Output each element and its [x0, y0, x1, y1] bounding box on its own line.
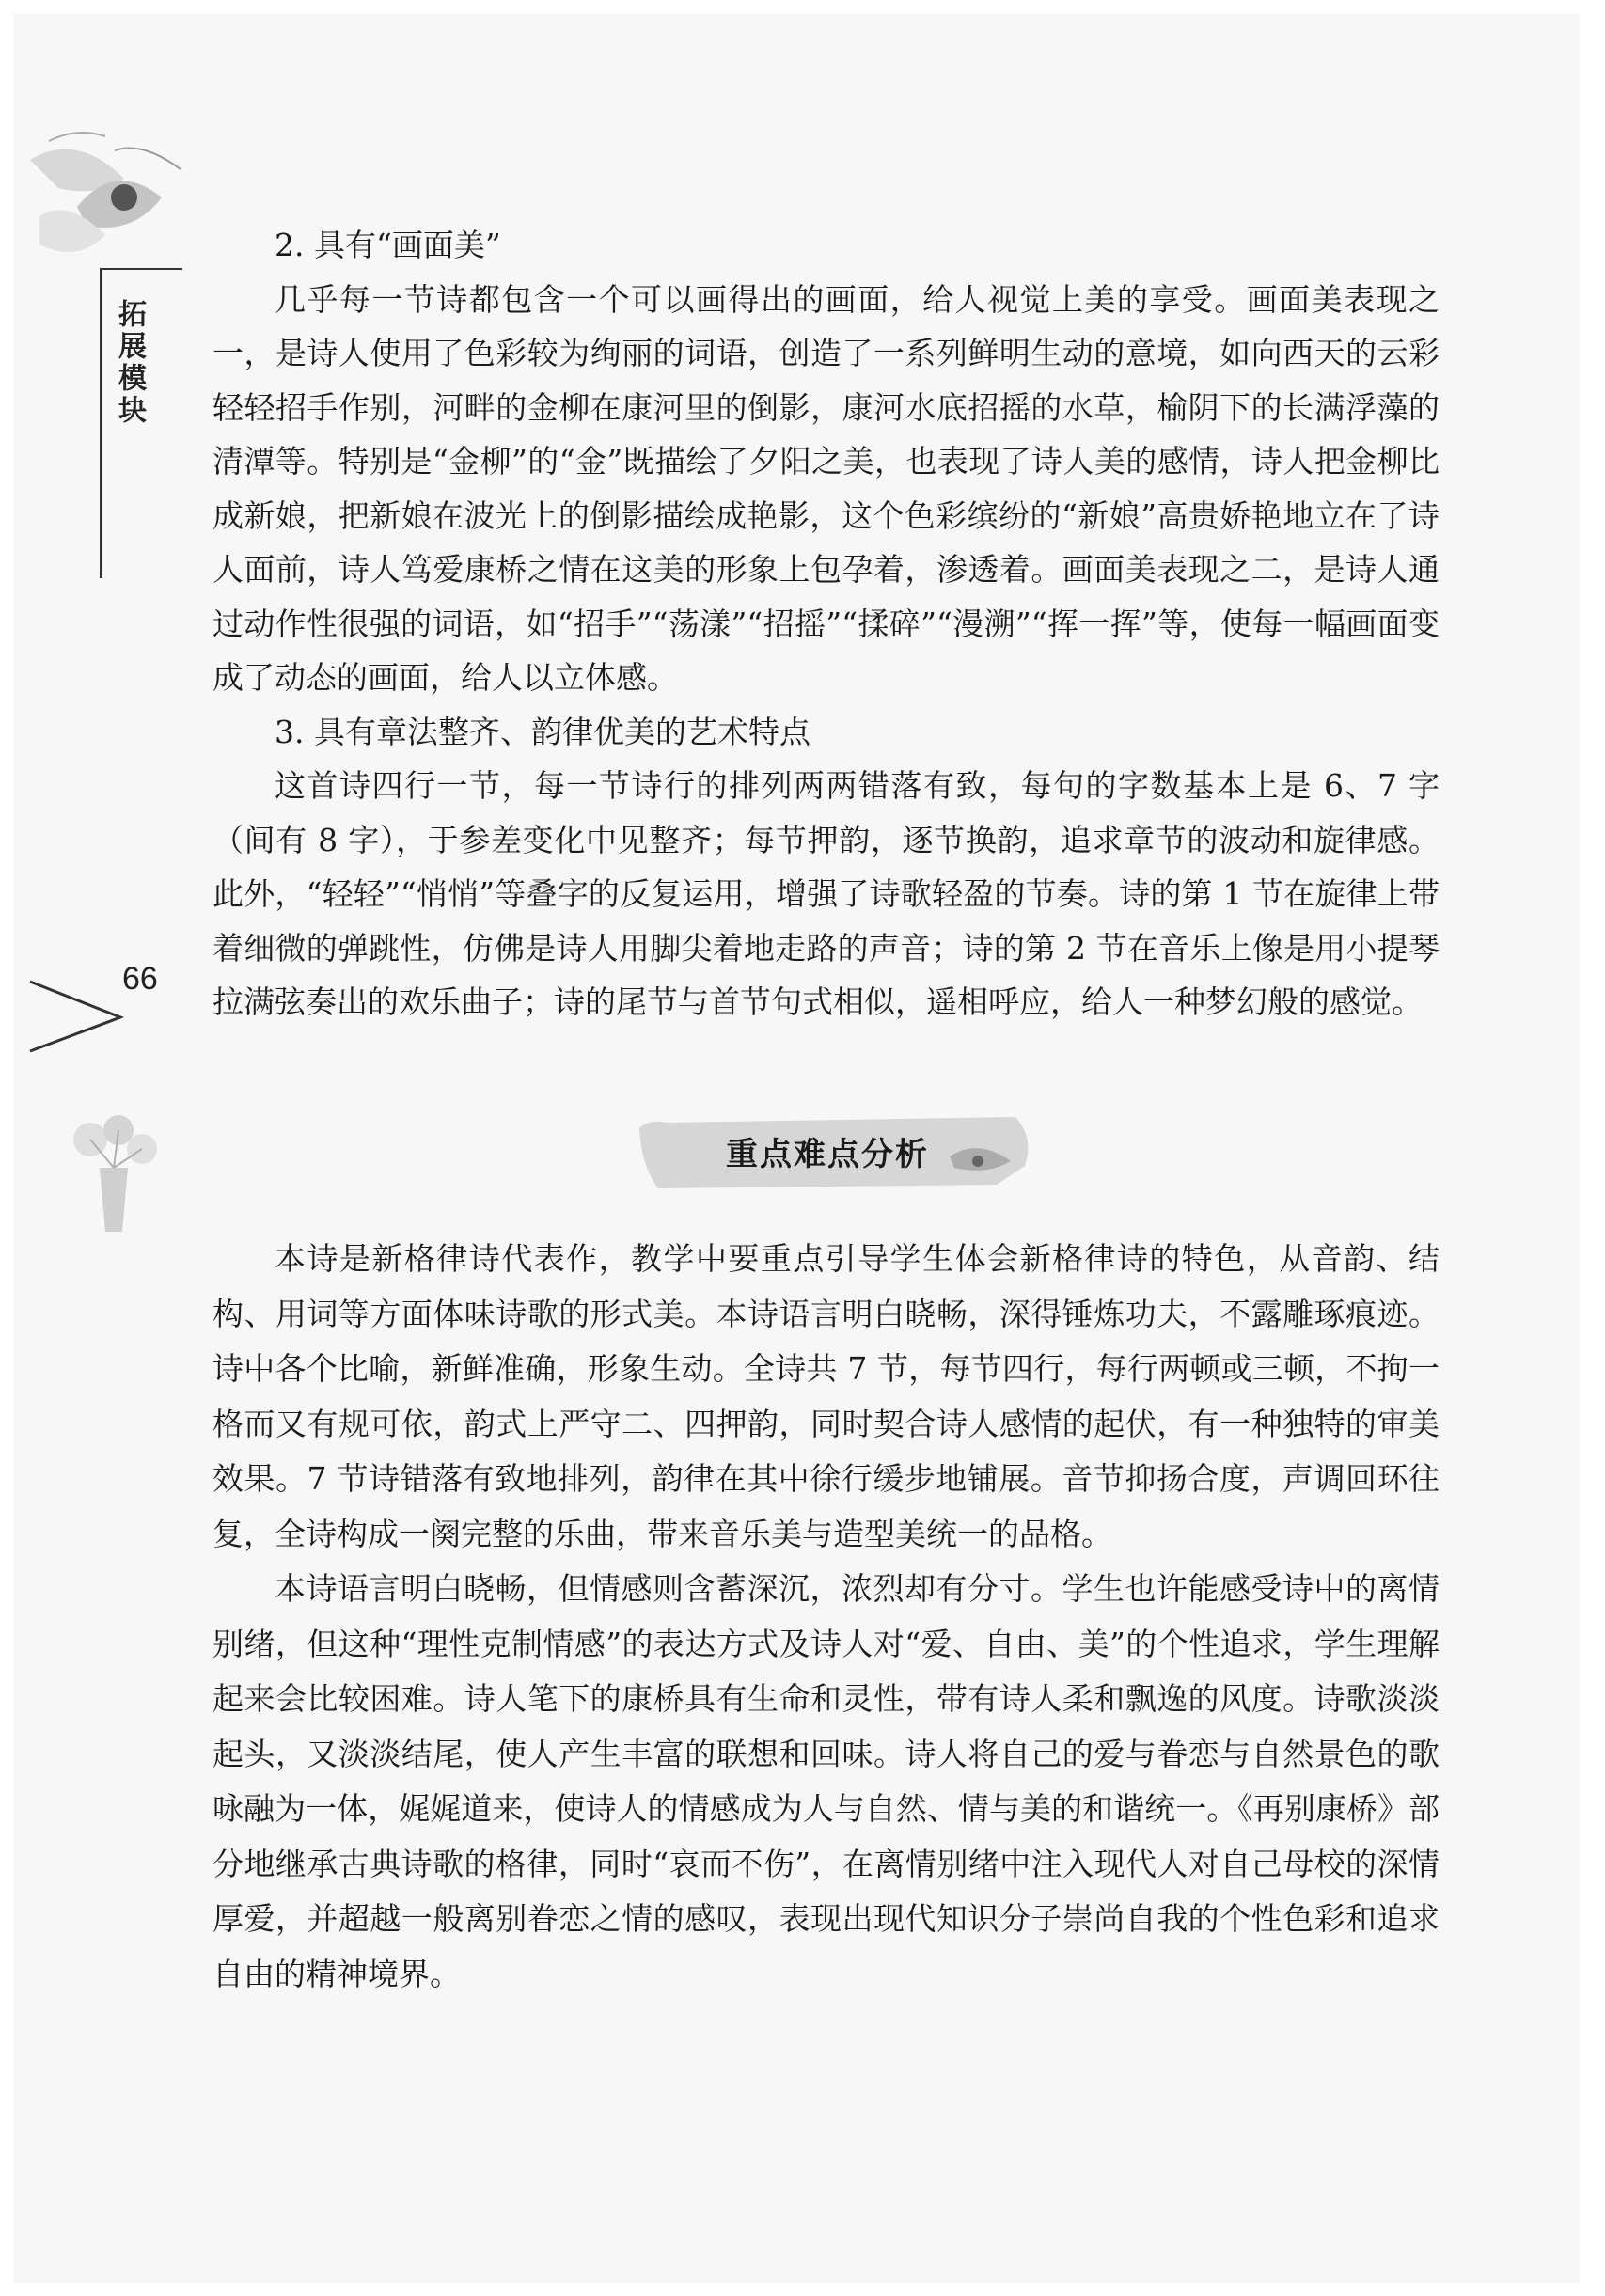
paragraph-key-points-1: 本诗是新格律诗代表作，教学中要重点引导学生体会新格律诗的特色，从音韵、结构、用词等方面体味诗歌的形式美。本诗语言明白晓畅，深得锤炼功夫，不露雕琢痕迹。诗中各个比喻，新鲜准确，形象生动。全诗共 7 节，每节四行，每行两顿或三顿，不拘一格而又有规可依，韵式上严守二、四押韵，同时契合诗人感情的起伏，有一种独特的审美效果。7 节诗错落有致地排列，韵律在其中徐行缓步地铺展。音节抑扬合度，声调回环往复，全诗构成一阕完整的乐曲，带来音乐美与造型美统一的品格。: [212, 1240, 1440, 1552]
margin-rule-horizontal: [100, 268, 182, 270]
margin-rule-vertical: [100, 268, 102, 578]
heading-rhythm-beauty: 3. 具有章法整齐、韵律优美的艺术特点: [275, 713, 810, 750]
page-chevron-icon: [26, 978, 130, 1053]
section-title-key-points: 重点难点分析: [726, 1136, 929, 1173]
section-key-difficult-points: [212, 1232, 1440, 2002]
heading-picture-beauty: 2. 具有“画面美”: [275, 227, 501, 263]
side-module-label: 拓展模块: [113, 299, 146, 427]
paragraph-rhythm-beauty: 这首诗四行一节，每一节诗行的排列两两错落有致，每句的字数基本上是 6、7 字（间有 8 字），于参差变化中见整齐；每节押韵，逐节换韵，追求章节的波动和旋律感。此外，“轻轻”“悄悄”等叠字的反复运用，增强了诗歌轻盈的节奏。诗的第 1 节在旋律上带着细微的弹跳性，仿佛是诗人用脚尖着地走路的声音；诗的第 2 节在音乐上像是用小提琴拉满弦奏出的欢乐曲子；诗的尾节与首节句式相似，遥相呼应，给人一种梦幻般的感觉。: [212, 767, 1440, 1020]
page-number: 66: [122, 961, 158, 997]
section-artistic-features: [212, 218, 1440, 1030]
paragraph-picture-beauty: 几乎每一节诗都包含一个可以画得出的画面，给人视觉上美的享受。画面美表现之一，是诗人使用了色彩较为绚丽的词语，创造了一系列鲜明生动的意境，如向西天的云彩轻轻招手作别，河畔的金柳在康河里的倒影，康河水底招摇的水草，榆阴下的长满浮藻的清潭等。特别是“金柳”的“金”既描绘了夕阳之美，也表现了诗人美的感情，诗人把金柳比成新娘，把新娘在波光上的倒影描绘成艳影，这个色彩缤纷的“新娘”高贵娇艳地立在了诗人面前，诗人笃爱康桥之情在这美的形象上包孕着，渗透着。画面美表现之二，是诗人通过动作性很强的词语，如“招手”“荡漾”“招摇”“揉碎”“漫溯”“挥一挥”等，使每一幅画面变成了动态的画面，给人以立体感。: [212, 280, 1440, 696]
paragraph-key-points-2: 本诗语言明白晓畅，但情感则含蓄深沉，浓烈却有分寸。学生也许能感受诗中的离情别绪，但这种“理性克制情感”的表达方式及诗人对“爱、自由、美”的个性追求，学生理解起来会比较困难。诗人笔下的康桥具有生命和灵性，带有诗人柔和飘逸的风度。诗歌淡淡起头，又淡淡结尾，使人产生丰富的联想和回味。诗人将自己的爱与眷恋与自然景色的歌咏融为一体，娓娓道来，使诗人的情感成为人与自然、情与美的和谐统一。《再别康桥》部分地继承古典诗歌的格律，同时“哀而不伤”，在离情别绪中注入现代人对自己母校的深情厚爱，并超越一般离别眷恋之情的感叹，表现出现代知识分子崇尚自我的个性色彩和追求自由的精神境界。: [212, 1570, 1440, 1992]
plant-vase-decoration-icon: [62, 1111, 165, 1234]
flower-decoration-icon: [21, 122, 199, 282]
